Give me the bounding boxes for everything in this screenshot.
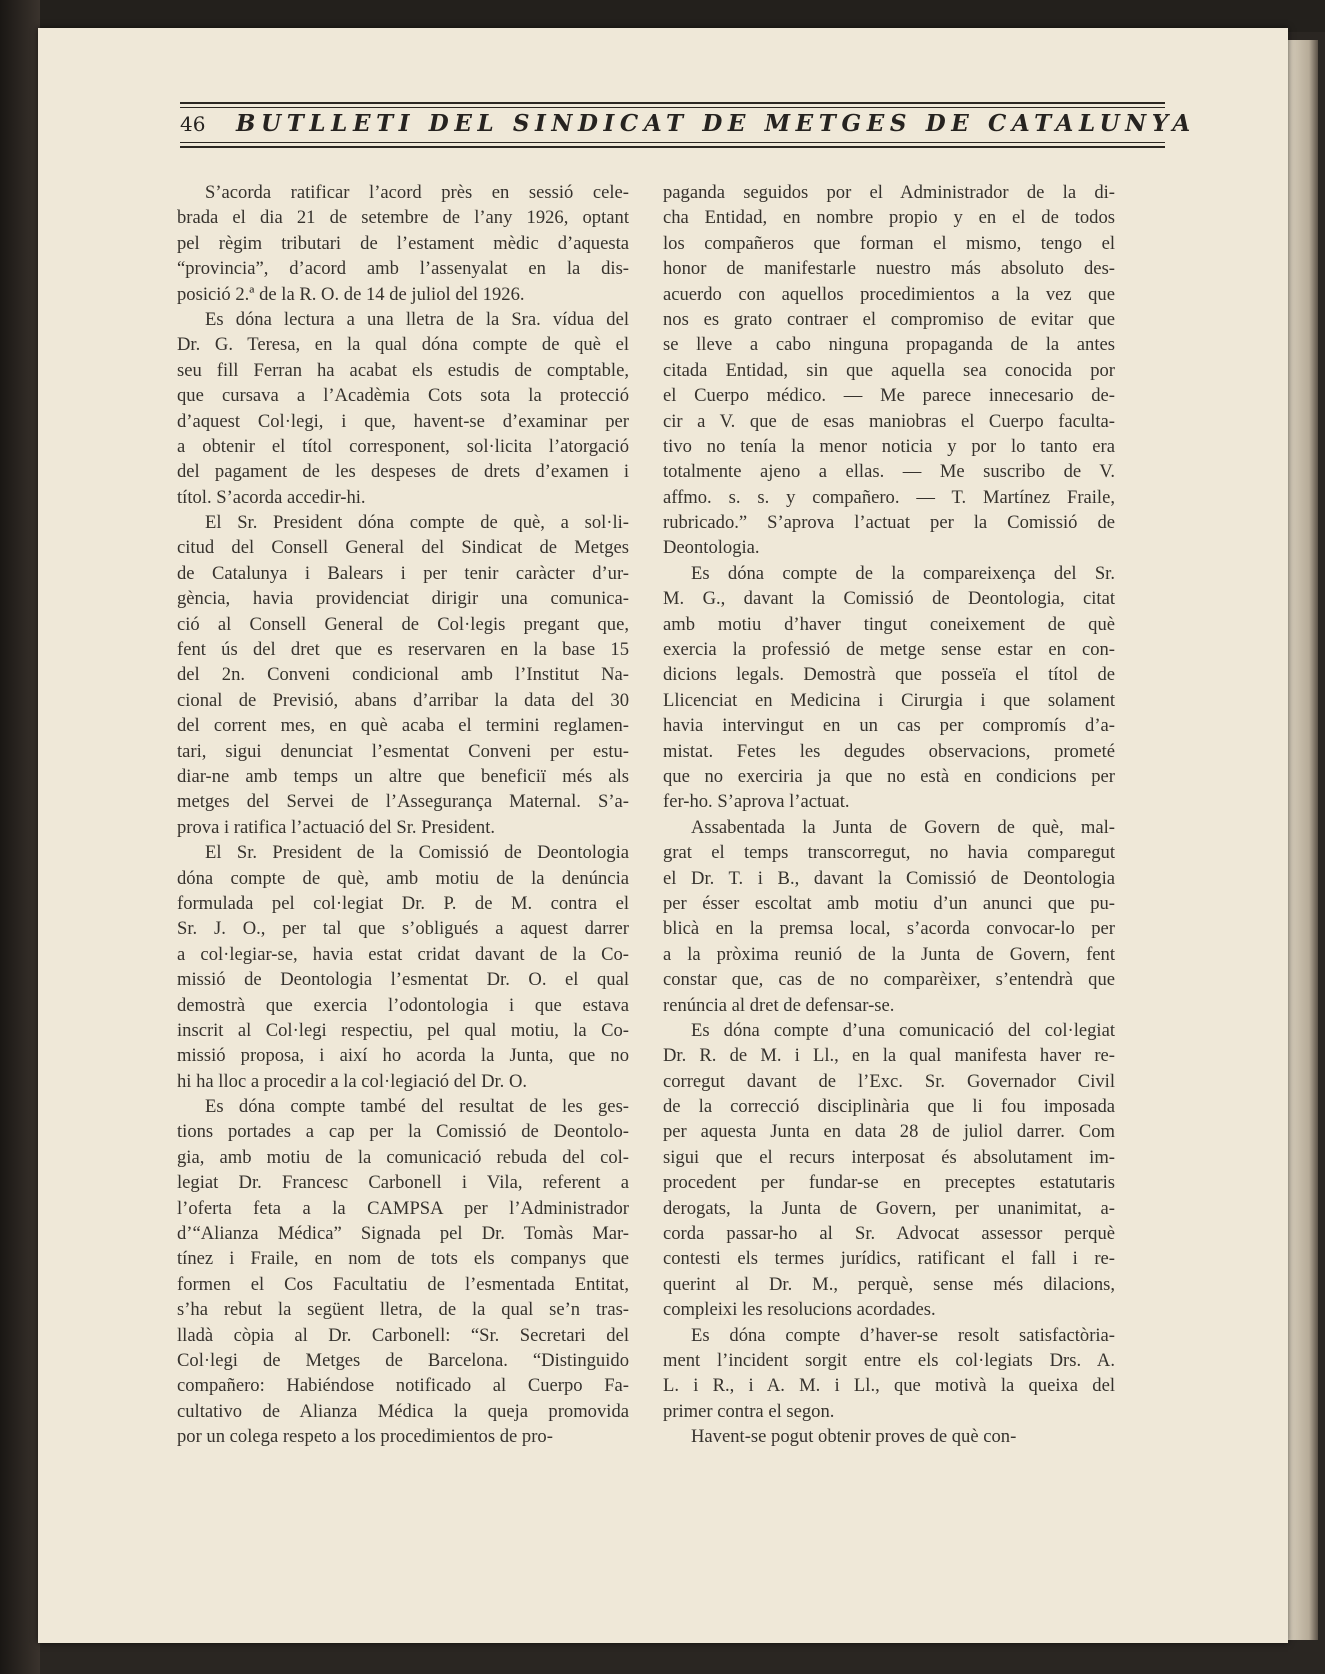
text-line: missió de Deontologia l’esmentat Dr. O. el qual bbox=[177, 969, 629, 991]
text-line: del pagament de les despeses de drets d’examen i bbox=[177, 461, 629, 483]
text-line: gia, amb motiu de la comunicació rebuda del col- bbox=[177, 1146, 629, 1168]
paragraph bbox=[177, 180, 629, 307]
text-line: L. i R., i A. M. i Ll., que motivà la queixa del bbox=[663, 1375, 1115, 1397]
text-line: corregut davant de l’Exc. Sr. Governador Civil bbox=[663, 1070, 1115, 1092]
journal-title: BUTLLETI DEL SINDICAT DE METGES DE CATALUNYA bbox=[236, 110, 1196, 137]
text-line: Llicenciat en Medicina i Cirurgia i que solament bbox=[663, 689, 1115, 711]
scan-background-left bbox=[0, 0, 40, 1674]
text-line: tions portades a cap per la Comissió de Deontolo- bbox=[177, 1121, 629, 1143]
text-line: primer contra el segon. bbox=[663, 1400, 835, 1422]
text-line: paganda seguidos por el Administrador de la di- bbox=[663, 182, 1115, 203]
text-line: Es dóna compte d’una comunicació del col·legiat bbox=[691, 1019, 1115, 1041]
text-line: el Cuerpo médico. — Me parece innecesario de- bbox=[663, 385, 1115, 407]
text-line: s’ha rebut la següent lletra, de la qual se’n tras- bbox=[177, 1299, 629, 1321]
text-line: ment l’incident sorgit entre els col·legiats Drs. A. bbox=[663, 1349, 1115, 1371]
text-line: ció al Consell General de Col·legis pregant que, bbox=[177, 613, 629, 635]
text-line: El Sr. President dóna compte de què, a sol·li- bbox=[205, 512, 629, 534]
text-line: Assabentada la Junta de Govern de què, mal- bbox=[691, 816, 1115, 838]
text-line: seu fill Ferran ha acabat els estudis de comptable, bbox=[177, 359, 629, 381]
paragraph bbox=[663, 1018, 1115, 1323]
text-line: d’aquest Col·legi, i que, havent-se d’examinar per bbox=[177, 410, 629, 432]
text-line: tivo no tenía la menor noticia y por lo tanto era bbox=[663, 435, 1115, 457]
text-line: renúncia al dret de defensar-se. bbox=[663, 994, 895, 1016]
text-line: citada Entidad, sin que aquella sea conocida por bbox=[663, 359, 1115, 381]
paragraph bbox=[663, 1424, 1115, 1449]
text-line: dicions legals. Demostrà que posseïa el títol de bbox=[663, 664, 1115, 686]
header-rule bbox=[180, 146, 1165, 148]
text-line: Dr. R. de M. i Ll., en la qual manifesta haver re- bbox=[663, 1045, 1115, 1067]
paragraph bbox=[663, 561, 1115, 815]
text-line: amb motiu d’haver tingut coneixement de què bbox=[663, 613, 1115, 635]
text-line: tínez i Fraile, en nom de tots els companys que bbox=[177, 1248, 629, 1270]
text-line: legiat Dr. Francesc Carbonell i Vila, referent a bbox=[177, 1172, 629, 1194]
text-line: cha Entidad, en nombre propio y en el de todos bbox=[663, 207, 1115, 229]
text-line: querint al Dr. M., perquè, sense més dilacions, bbox=[663, 1273, 1115, 1295]
right-text-column bbox=[663, 180, 1115, 1450]
text-line: d’“Alianza Médica” Signada pel Dr. Tomàs Mar- bbox=[177, 1223, 629, 1245]
text-line: que no exerciria ja que no està en condicions per bbox=[663, 765, 1115, 787]
text-line: prova i ratifica l’actuació del Sr. President. bbox=[177, 816, 496, 838]
text-line: nos es grato contraer el compromiso de evitar que bbox=[663, 308, 1115, 330]
text-line: Deontologia. bbox=[663, 537, 760, 559]
text-line: cional de Previsió, abans d’arribar la data del 30 bbox=[177, 689, 629, 711]
text-line: honor de manifestarle nuestro más absoluto des- bbox=[663, 258, 1115, 280]
text-line: affmo. s. s. y compañero. — T. Martínez Fraile, bbox=[663, 486, 1115, 508]
text-line: Dr. G. Teresa, en la qual dóna compte de què el bbox=[177, 334, 629, 356]
text-line: mistat. Fetes les degudes observacions, prometé bbox=[663, 740, 1115, 762]
paragraph bbox=[177, 1094, 629, 1449]
text-line: cir a V. que de esas maniobras el Cuerpo faculta- bbox=[663, 410, 1115, 432]
text-line: gència, havia providenciat dirigir una comunica- bbox=[177, 588, 629, 610]
text-line: formulada pel col·legiat Dr. P. de M. contra el bbox=[177, 892, 629, 914]
text-line: Sr. J. O., per tal que s’obligués a aquest darrer bbox=[177, 918, 629, 940]
text-line: havia intervingut en un cas per compromís d’a- bbox=[663, 715, 1115, 737]
text-line: dóna compte de què, amb motiu de la denúncia bbox=[177, 867, 629, 889]
text-line: per ésser escoltat amb motiu d’un anunci que pu- bbox=[663, 892, 1115, 914]
text-line: fent ús del dret que es reservaren en la base 15 bbox=[177, 639, 629, 661]
text-line: posició 2.ª de la R. O. de 14 de juliol del 1926. bbox=[177, 283, 525, 305]
text-line: títol. S’acorda accedir-hi. bbox=[177, 486, 366, 508]
text-line: per aquesta Junta en data 28 de juliol darrer. Com bbox=[663, 1121, 1115, 1143]
page-number: 46 bbox=[180, 112, 206, 136]
page-edge bbox=[1288, 40, 1318, 1640]
text-line: Col·legi de Metges de Barcelona. “Distinguido bbox=[177, 1349, 629, 1371]
text-line: inscrit al Col·legi respectiu, pel qual motiu, la Co- bbox=[177, 1019, 629, 1041]
text-line: a col·legiar-se, havia estat cridat davant de la Co- bbox=[177, 943, 629, 965]
text-line: por un colega respeto a los procedimientos de pro- bbox=[177, 1426, 553, 1448]
text-line: S’acorda ratificar l’acord près en sessió cele- bbox=[205, 182, 629, 203]
text-line: blicà en la premsa local, s’acorda convocar-lo per bbox=[663, 918, 1115, 940]
text-line: formen el Cos Facultatiu de l’esmentada Entitat, bbox=[177, 1273, 629, 1295]
text-line: lladà còpia al Dr. Carbonell: “Sr. Secretari del bbox=[177, 1324, 629, 1346]
text-line: citud del Consell General del Sindicat de Metges bbox=[177, 537, 629, 559]
text-line: a obtenir el títol corresponent, sol·licita l’atorgació bbox=[177, 435, 629, 457]
paragraph bbox=[663, 180, 1115, 561]
text-line: corda passar-ho al Sr. Advocat assessor perquè bbox=[663, 1223, 1115, 1245]
text-line: demostrà que exercia l’odontologia i que estava bbox=[177, 994, 629, 1016]
header-rule bbox=[180, 107, 1165, 108]
text-line: rubricado.” S’aprova l’actuat per la Comissió de bbox=[663, 512, 1115, 534]
text-line: los compañeros que forman el mismo, tengo el bbox=[663, 232, 1115, 254]
text-line: metges del Servei de l’Assegurança Maternal. S’a- bbox=[177, 791, 629, 813]
text-line: procedent per fundar-se en preceptes estatutaris bbox=[663, 1172, 1115, 1194]
text-line: l’oferta feta a la CAMPSA per l’Administrador bbox=[177, 1197, 629, 1219]
text-line: El Sr. President de la Comissió de Deontologia bbox=[205, 842, 629, 864]
text-line: Es dóna compte d’haver-se resolt satisfactòria- bbox=[691, 1324, 1115, 1346]
left-text-column bbox=[177, 180, 629, 1450]
text-line: constar que, cas de no comparèixer, s’entendrà que bbox=[663, 969, 1115, 991]
text-line: hi ha lloc a procedir a la col·legiació del Dr. O. bbox=[177, 1070, 528, 1092]
text-line: cultativo de Alianza Médica la queja promovida bbox=[177, 1400, 629, 1422]
text-line: Es dóna lectura a una lletra de la Sra. vídua del bbox=[205, 308, 629, 330]
paragraph bbox=[177, 510, 629, 840]
text-line: derogats, la Junta de Govern, per unanimitat, a- bbox=[663, 1197, 1115, 1219]
text-line: M. G., davant la Comissió de Deontologia, citat bbox=[663, 588, 1115, 610]
text-line: diar-ne amb temps un altre que beneficiï més als bbox=[177, 765, 629, 787]
paragraph bbox=[663, 815, 1115, 1018]
text-line: de la correcció disciplinària que li fou imposada bbox=[663, 1096, 1115, 1118]
text-line: “provincia”, d’acord amb l’assenyalat en la dis- bbox=[177, 258, 629, 280]
text-line: exercia la professió de metge sense estar en con- bbox=[663, 639, 1115, 661]
text-line: acuerdo con aquellos procedimientos a la vez que bbox=[663, 283, 1115, 305]
text-line: sigui que el recurs interposat és absolutament im- bbox=[663, 1146, 1115, 1168]
paragraph bbox=[177, 840, 629, 1094]
text-line: a la pròxima reunió de la Junta de Govern, fent bbox=[663, 943, 1115, 965]
text-line: grat el temps transcorregut, no havia comparegut bbox=[663, 842, 1115, 864]
text-line: del corrent mes, en què acaba el termini reglamen- bbox=[177, 715, 629, 737]
header-rule bbox=[180, 102, 1165, 104]
text-line: de Catalunya i Balears i per tenir caràcter d’ur- bbox=[177, 562, 629, 584]
text-line: totalmente ajeno a ellas. — Me suscribo de V. bbox=[663, 461, 1115, 483]
text-line: missió proposa, i així ho acorda la Junta, que no bbox=[177, 1045, 629, 1067]
text-line: fer-ho. S’aprova l’actuat. bbox=[663, 791, 850, 813]
text-line: pel règim tributari de l’estament mèdic d’aquesta bbox=[177, 232, 629, 254]
text-line: compleixi les resolucions acordades. bbox=[663, 1299, 936, 1321]
text-line: Havent-se pogut obtenir proves de què con- bbox=[691, 1426, 1017, 1448]
paragraph bbox=[177, 307, 629, 510]
header-rule bbox=[180, 142, 1165, 143]
text-line: Es dóna compte també del resultat de les ges- bbox=[205, 1096, 629, 1118]
text-line: compañero: Habiéndose notificado al Cuerpo Fa- bbox=[177, 1375, 629, 1397]
text-line: Es dóna compte de la compareixença del Sr. bbox=[691, 562, 1115, 584]
text-line: tari, sigui denunciat l’esmentat Conveni per estu- bbox=[177, 740, 629, 762]
text-line: el Dr. T. i B., davant la Comissió de Deontologia bbox=[663, 867, 1115, 889]
text-line: brada el dia 21 de setembre de l’any 1926, optant bbox=[177, 207, 629, 229]
text-line: del 2n. Conveni condicional amb l’Institut Na- bbox=[177, 664, 629, 686]
text-line: contesti els termes jurídics, ratificant el fall i re- bbox=[663, 1248, 1115, 1270]
text-line: se lleve a cabo ninguna propaganda de la antes bbox=[663, 334, 1115, 356]
text-line: que cursava a l’Acadèmia Cots sota la protecció bbox=[177, 385, 629, 407]
paragraph bbox=[663, 1323, 1115, 1425]
